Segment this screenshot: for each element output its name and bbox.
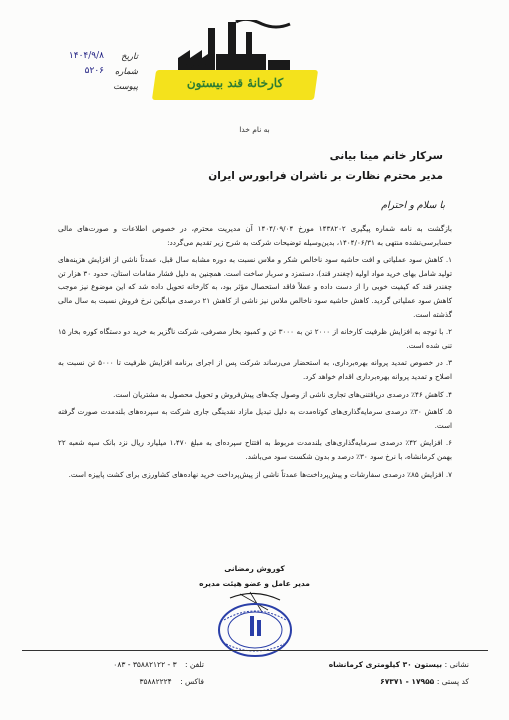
postal-row [329, 677, 469, 686]
date-row [28, 52, 138, 67]
postal-label: کد پستی : [436, 677, 469, 686]
phone-value: ۳ - ۳۵۸۸۲۱۲۲ - ۰۸۳ [113, 660, 177, 669]
body-item-3: ۳. در خصوص تمدید پروانه بهره‌برداری، به استحضار می‌رساند شرکت پس از اجرای برنامه افزایش ظرفیت تا ۵۰۰۰ تن نسبت به اصلاح و تمدید پروانه بهره‌برداری اقدام خواهد کرد. [58, 358, 452, 381]
signatory-name: کوروش رمضانی [224, 564, 285, 573]
phone-label: تلفن : [185, 660, 204, 669]
body-item-5: ۵. کاهش ۳۰٪ درصدی سرمایه‌گذاری‌های کوتاه‌مدت به دلیل تبدیل مازاد نقدینگی جاری شرکت به سپرده‌های بلندمدت صورت گرفته است. [58, 407, 452, 430]
company-logo [150, 20, 320, 110]
address-value: بیستون ۳۰ کیلومتری کرمانشاه [328, 660, 443, 669]
address-row [329, 660, 469, 669]
body-item-6: ۶. افزایش ۴۲٪ درصدی سرمایه‌گذاری‌های بلندمدت مربوط به افتتاح سپرده‌ای به مبلغ ۱،۴۷۰ میلیارد ریال نزد بانک سپه شعبه ۲۲ بهمن کرمانشاه، با نرخ سود ۳۰٪ درصد و بدون شکست سود می‌باشد. [58, 438, 452, 461]
body-item-7: ۷. افزایش ۸۵٪ درصدی سفارشات و پیش‌پرداخت‌ها عمدتاً ناشی از پیش‌پرداخت خرید نهاده‌های کشاورزی برای کشت پاییزه است. [68, 469, 452, 479]
number-label: شماره [114, 67, 138, 77]
date-label: تاریخ [121, 52, 138, 62]
phone-row [74, 660, 204, 669]
signature-block [0, 564, 509, 588]
signatory-title: مدیر عامل و عضو هیئت مدیره [199, 579, 310, 588]
fax-row [74, 677, 204, 686]
postal-value: ۱۷۹۵۵ - ۶۷۳۷۱ [380, 677, 435, 686]
recipient-name: سرکار خانم مینا بیانی [329, 150, 443, 162]
number-value: ۵۲۰۶ [84, 66, 104, 76]
body-item-1: ۱. کاهش سود عملیاتی و افت حاشیه سود ناخالص شکر و ملاس نسبت به دوره مشابه سال قبل، عمدتاً ناشی از افزایش هزینه‌های تولید شامل بهای خرید مواد اولیه (چغندر قند)، دستمزد و سربار ساخت است. همچنین به دلیل فشار مقامات استان، حدود ۳۰ هزار تن چغندر قند که کیفیت خوبی را از دست داده و عملاً فاقد استحصال مؤثر بود، به کارخانه تحویل داده شد که این موضوع نیز موجب کاهش سود عملیاتی گردید. کاهش حاشیه سود ناخالص ملاس نیز ناشی از کاهش ۲۱ درصدی میانگین نرخ فروش نسبت به سال مالی گذشته است. [58, 255, 452, 319]
greeting: با سلام و احترام [381, 200, 445, 211]
fax-value: ۳۵۸۸۲۲۲۴ [139, 677, 172, 686]
address-label: نشانی : [444, 660, 469, 669]
footer-address [329, 660, 469, 694]
number-row [28, 67, 138, 82]
date-value: ۱۴۰۴/۹/۸ [68, 51, 104, 61]
body-item-4: ۴. کاهش ۴۶٪ درصدی دریافتنی‌های تجاری ناشی از وصول چک‌های پیش‌فروش و تحویل محصول به مشتریان است. [113, 389, 452, 399]
body-item-2: ۲. با توجه به افزایش ظرفیت کارخانه از ۲۰۰۰ تن به ۳۰۰۰ تن و کمبود بخار مصرفی، شرکت ناگزیر به خرید دو دستگاه کوره بخار ۱۵ تنی شده است. [58, 327, 452, 350]
letter-body [58, 222, 452, 485]
recipient-block [103, 150, 443, 182]
attachment-label: پیوست [113, 82, 138, 92]
footer-contact [74, 660, 204, 694]
fax-label: فاکس : [180, 677, 204, 686]
attachment-row [28, 82, 138, 97]
footer-divider [22, 650, 488, 651]
body-intro: بازگشت به نامه شماره پیگیری ۱۴۳۸۲۰۲ مورخ ۱۴۰۴/۰۹/۰۴ آن مدیریت محترم، در خصوص اطلاعات و صورت‌های مالی حسابرسی‌نشده منتهی به ۱۴۰۴/۰۶/۳۱، بدین‌وسیله توضیحات شرکت به شرح زیر تقدیم می‌گردد: [58, 224, 452, 247]
letter-meta [28, 52, 138, 97]
invocation: به نام خدا [239, 125, 270, 134]
logo-text: کارخانهٔ قند بیستون [186, 76, 284, 90]
recipient-title: مدیر محترم نظارت بر ناشران فرابورس ایران [208, 170, 443, 182]
